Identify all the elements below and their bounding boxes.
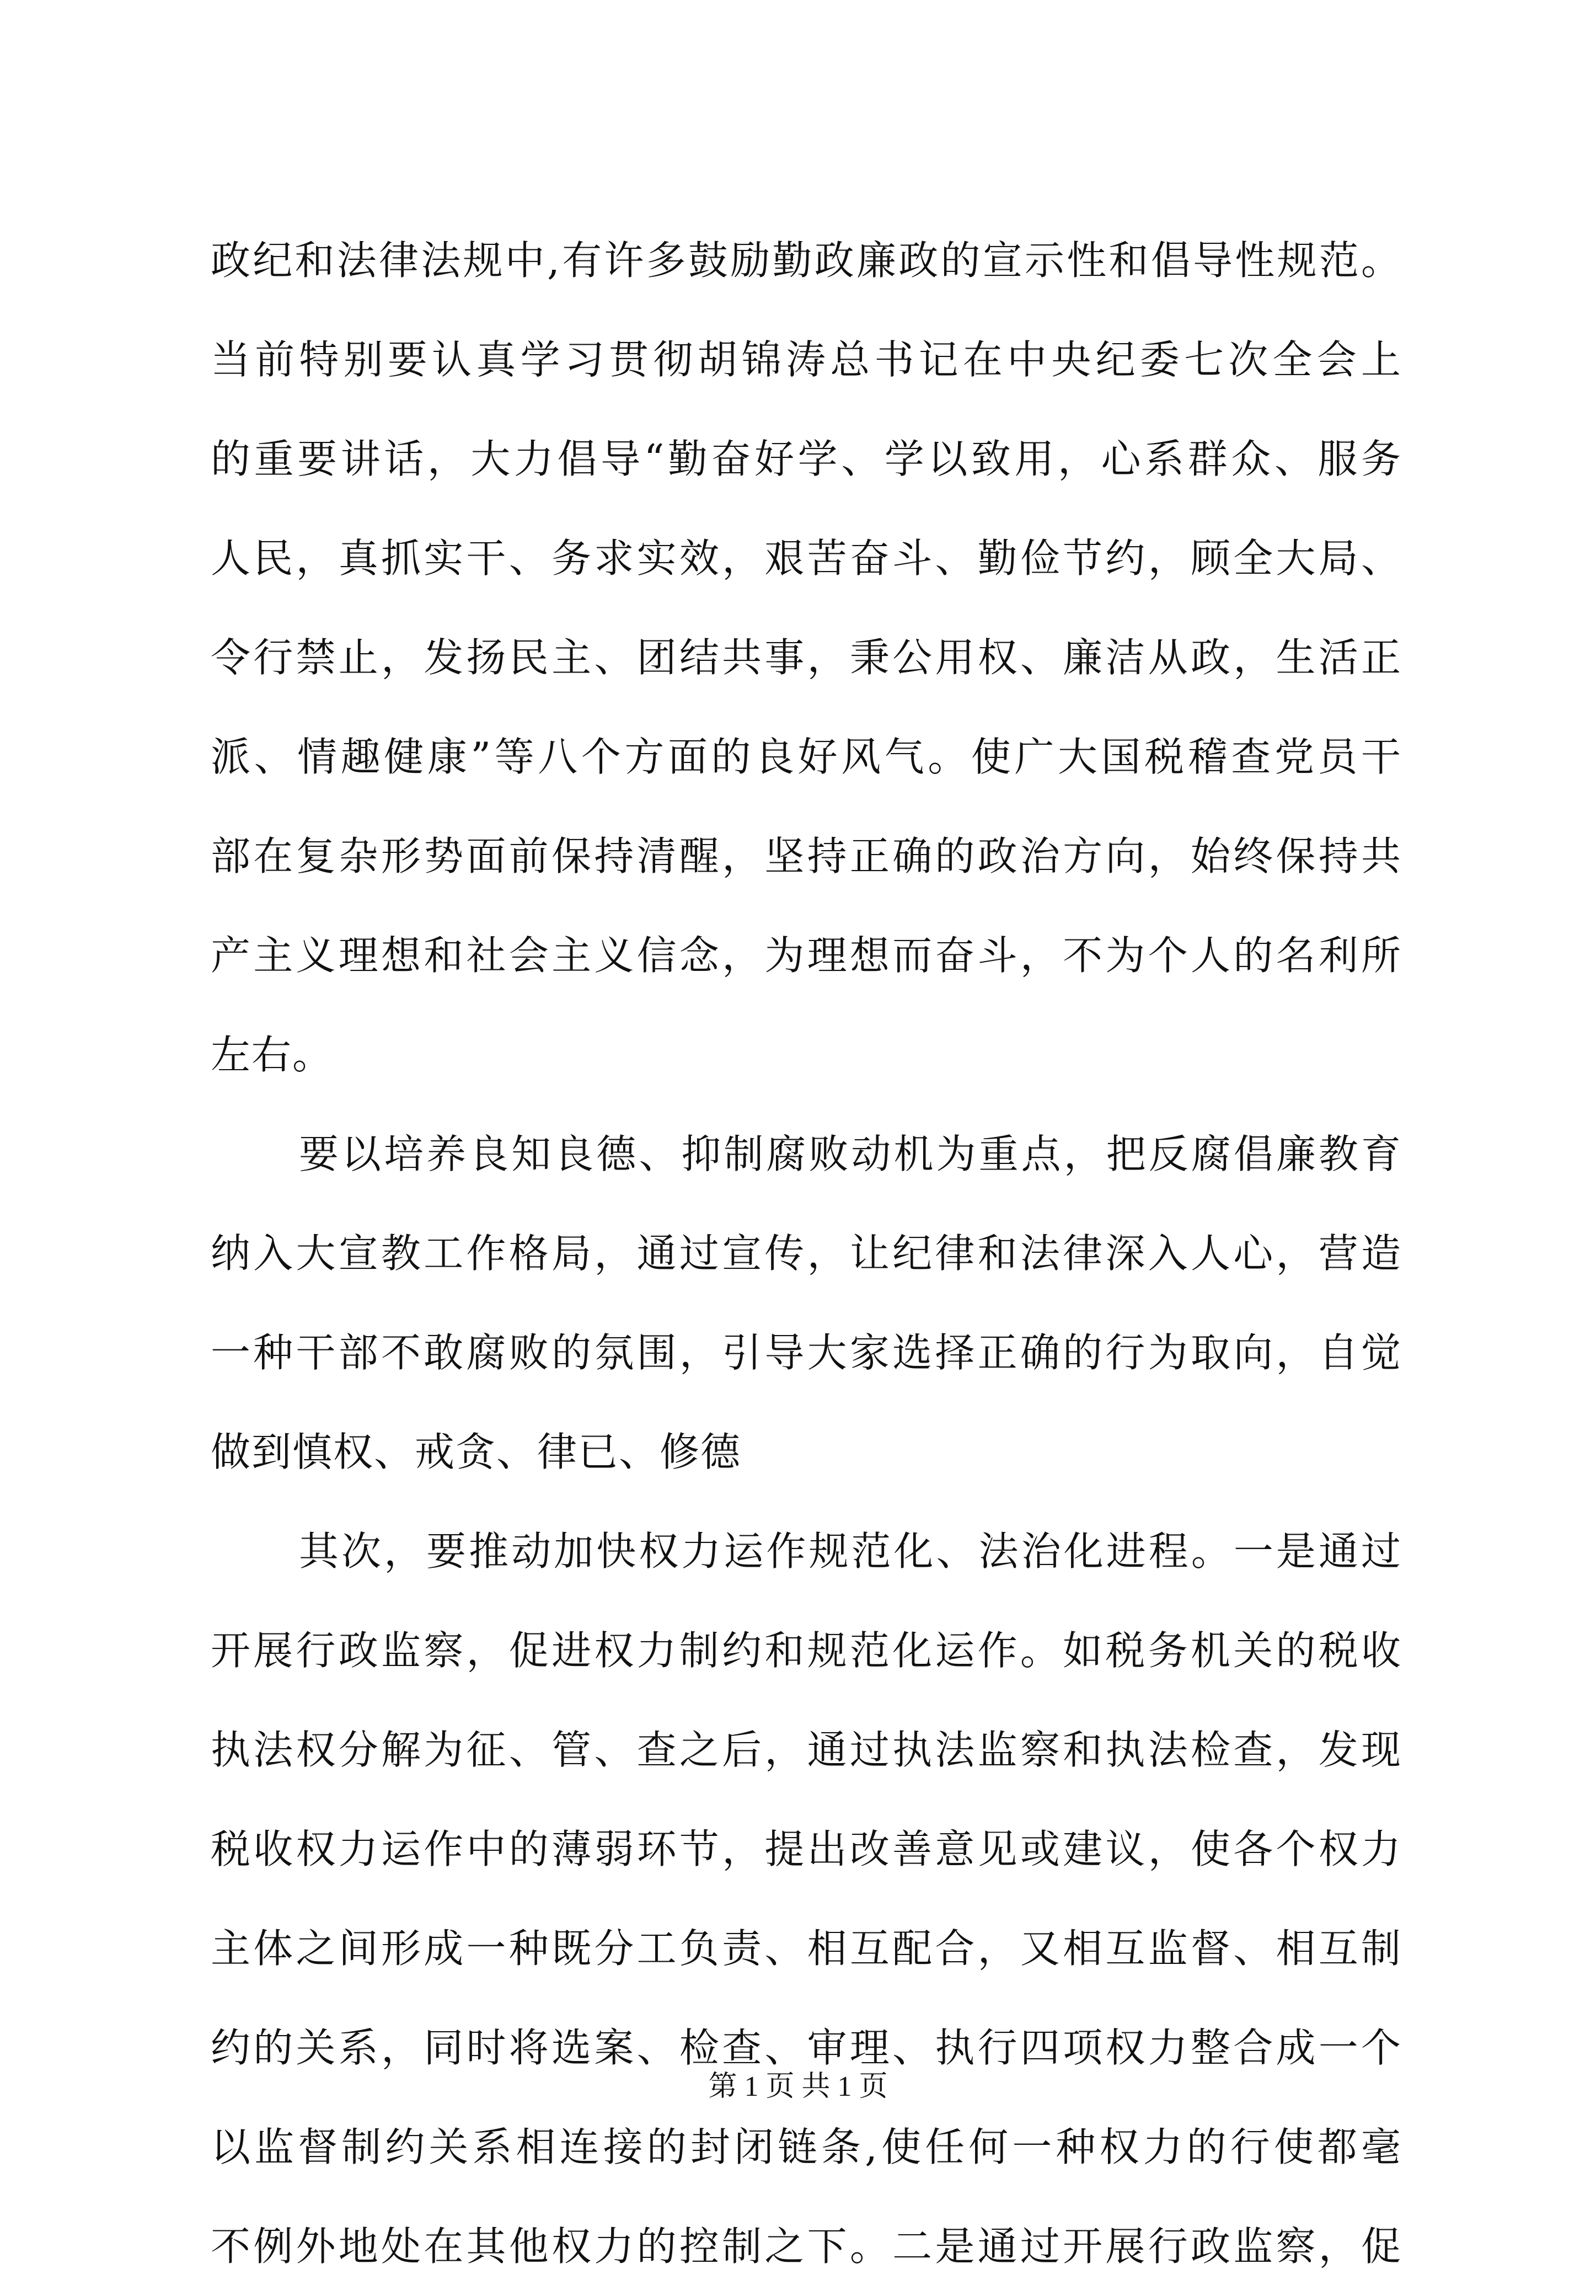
text-line: 不例外地处在其他权力的控制之下。二是通过开展行政监察，促 xyxy=(211,2223,1402,2270)
text-line: 当前特别要认真学习贯彻胡锦涛总书记在中央纪委七次全会上 xyxy=(211,337,1402,383)
page-footer: 第 1 页 共 1 页 xyxy=(708,2071,888,2102)
text-line: 左右。 xyxy=(211,1032,334,1078)
text-line: 一种干部不敢腐败的氛围，引导大家选择正确的行为取向，自觉 xyxy=(211,1329,1402,1376)
text-line: 产主义理想和社会主义信念，为理想而奋斗，不为个人的名利所 xyxy=(211,932,1402,979)
text-line: 要以培养良知良德、抑制腐败动机为重点，把反腐倡廉教育 xyxy=(299,1131,1402,1177)
text-line: 其次，要推动加快权力运作规范化、法治化进程。一是通过 xyxy=(299,1528,1402,1574)
text-line: 以监督制约关系相连接的封闭链条,使任何一种权力的行使都毫 xyxy=(211,2124,1402,2170)
text-line: 纳入大宣教工作格局，通过宣传，让纪律和法律深入人心，营造 xyxy=(211,1230,1402,1277)
text-line: 政纪和法律法规中,有许多鼓励勤政廉政的宣示性和倡导性规范。 xyxy=(211,237,1402,284)
text-line: 部在复杂形势面前保持清醒，坚持正确的政治方向，始终保持共 xyxy=(211,833,1402,879)
text-line: 约的关系，同时将选案、检查、审理、执行四项权力整合成一个 xyxy=(211,2025,1402,2071)
text-line: 做到慎权、戒贪、律已、修德 xyxy=(211,1429,742,1475)
body-text xyxy=(211,211,1402,2296)
text-line: 令行禁止，发扬民主、团结共事，秉公用权、廉洁从政，生活正 xyxy=(211,634,1402,681)
text-line: 的重要讲话，大力倡导“勤奋好学、学以致用，心系群众、服务 xyxy=(211,436,1402,482)
text-line: 人民，真抓实干、务求实效，艰苦奋斗、勤俭节约，顾全大局、 xyxy=(211,535,1402,581)
text-line: 派、情趣健康”等八个方面的良好风气。使广大国税稽查党员干 xyxy=(211,734,1402,780)
text-line: 开展行政监察，促进权力制约和规范化运作。如税务机关的税收 xyxy=(211,1627,1402,1674)
text-line: 主体之间形成一种既分工负责、相互配合，又相互监督、相互制 xyxy=(211,1925,1402,1972)
text-line: 税收权力运作中的薄弱环节，提出改善意见或建议，使各个权力 xyxy=(211,1826,1402,1872)
text-line: 执法权分解为征、管、查之后，通过执法监察和执法检查，发现 xyxy=(211,1727,1402,1773)
